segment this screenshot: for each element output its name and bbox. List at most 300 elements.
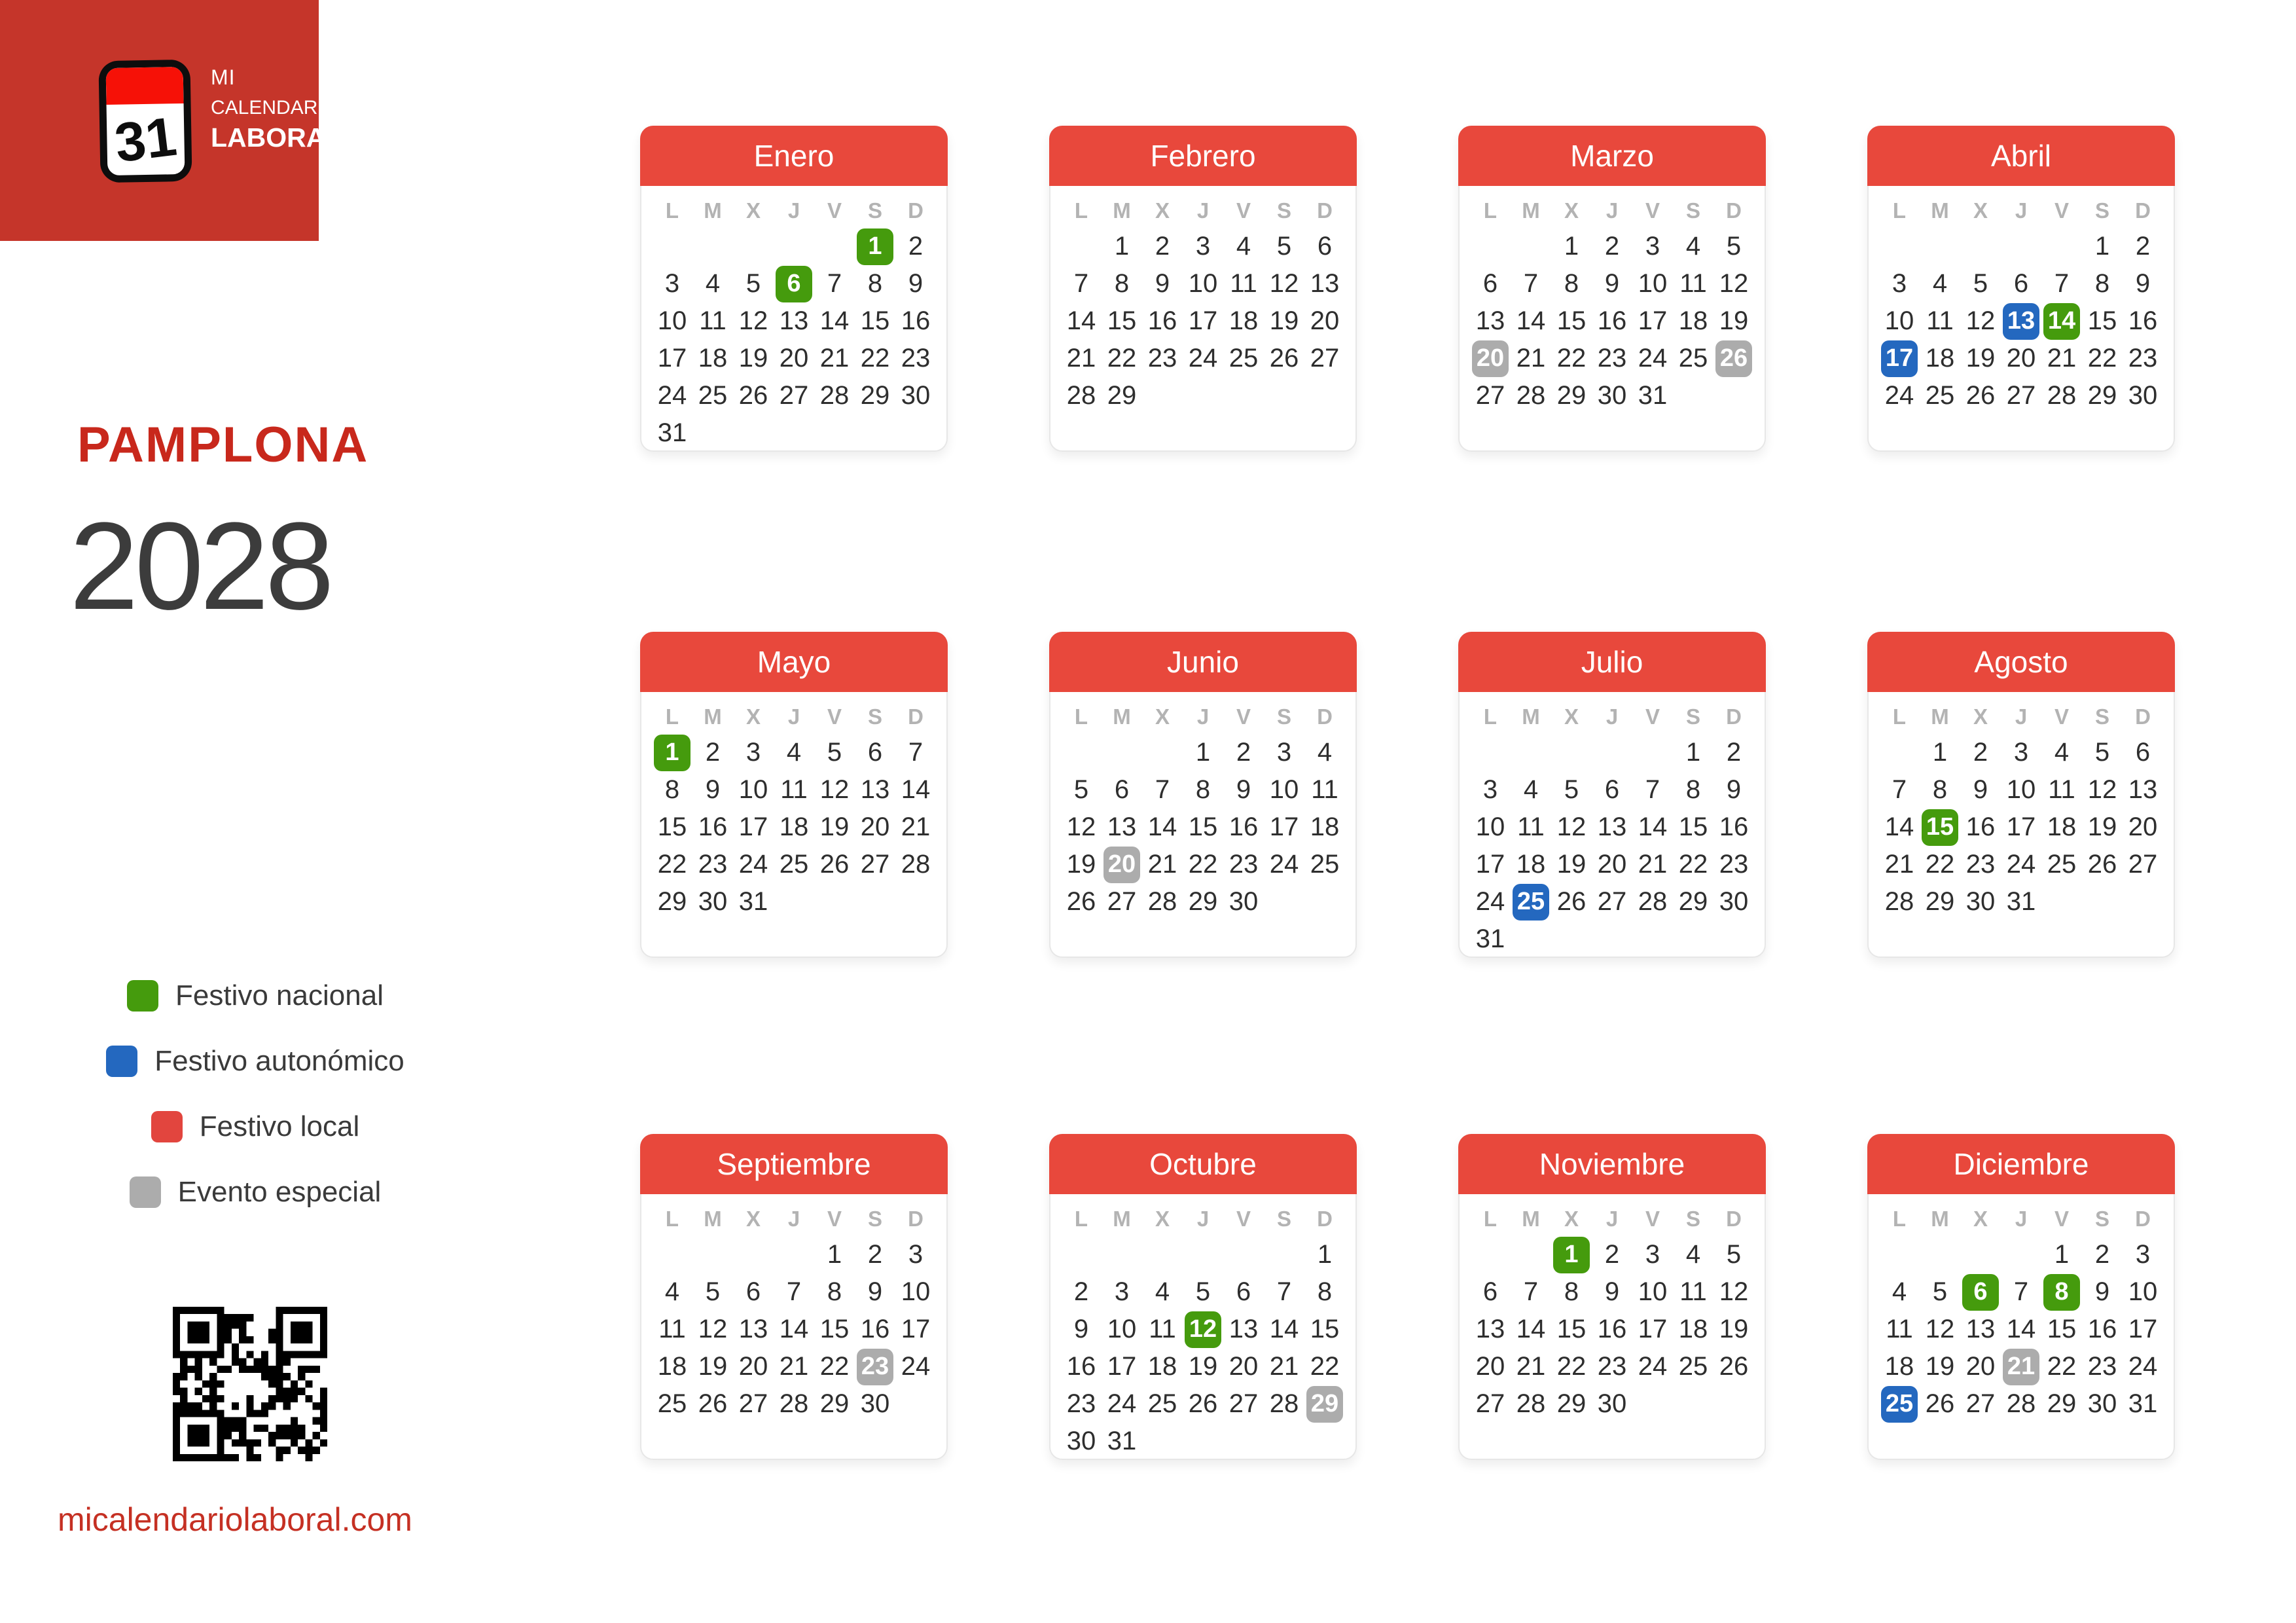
weekday-label: J [1605, 198, 1619, 223]
empty-cell [1102, 734, 1142, 771]
day-cell: 19 [2087, 812, 2117, 841]
weekday-label: S [1685, 704, 1700, 729]
day-cell: 21 [1638, 850, 1668, 879]
month-title: Junio [1049, 632, 1357, 692]
day-cell: 6 [1604, 775, 1620, 804]
month-card-marzo [1458, 126, 1766, 452]
day-cell: 21 [1066, 344, 1096, 373]
weekday-label: M [1113, 704, 1131, 729]
year-title: 2028 [69, 497, 331, 636]
weekday-label: J [1196, 704, 1210, 729]
legend-item-nacional [52, 979, 458, 1012]
day-cell: 7 [1892, 775, 1907, 804]
day-cell: 25 [1678, 1352, 1708, 1381]
month-title: Octubre [1049, 1134, 1357, 1194]
day-cell: 23 [1597, 344, 1627, 373]
weekday-label: L [1892, 704, 1907, 729]
day-cell: 17 [901, 1315, 931, 1343]
day-cell: 4 [1685, 1240, 1701, 1269]
legend-label-especial: Evento especial [177, 1176, 382, 1208]
day-cell: 17 [2128, 1315, 2158, 1343]
day-cell: 22 [1925, 850, 1955, 879]
day-cell: 18 [1884, 1352, 1914, 1381]
day-cell: 15 [1310, 1315, 1340, 1343]
day-cell: 21 [1516, 344, 1546, 373]
weekday-label: D [2135, 1207, 2151, 1231]
day-cell: 23 [901, 344, 931, 373]
day-cell: 8 [1685, 775, 1701, 804]
day-cell: 14 [1269, 1315, 1299, 1343]
empty-cell [1920, 228, 1960, 265]
day-cell: 3 [1892, 269, 1907, 298]
empty-cell [2041, 228, 2082, 265]
empty-cell [1879, 228, 1920, 265]
day-cell: 10 [657, 306, 687, 335]
day-cell: 11 [1517, 812, 1545, 841]
day-cell: 13 [1475, 1315, 1505, 1343]
weekday-label: D [908, 1207, 924, 1231]
weekday-label: V [1645, 198, 1660, 223]
day-cell: 29 [1678, 887, 1708, 916]
legend-item-autonomico [52, 1045, 458, 1078]
special-event-swatch [130, 1176, 161, 1208]
day-autonomico: 17 [1879, 340, 1920, 377]
day-cell: 8 [2094, 269, 2110, 298]
day-cell: 21 [2047, 344, 2077, 373]
day-cell: 29 [1925, 887, 1955, 916]
day-cell: 6 [867, 738, 883, 767]
day-cell: 27 [738, 1389, 768, 1418]
brand-line-mi: MI [211, 65, 236, 89]
day-cell: 23 [698, 850, 728, 879]
day-cell: 25 [1678, 344, 1708, 373]
day-cell: 5 [1726, 1240, 1742, 1269]
day-cell: 17 [1475, 850, 1505, 879]
day-cell: 22 [1310, 1352, 1340, 1381]
day-nacional: 14 [2041, 302, 2082, 340]
day-cell: 28 [1066, 381, 1096, 410]
weekday-label: X [1973, 1207, 1988, 1231]
day-cell: 6 [1317, 232, 1333, 261]
weekday-label: D [1726, 1207, 1742, 1231]
day-cell: 7 [1523, 1277, 1539, 1306]
weekday-label: M [704, 1207, 722, 1231]
day-cell: 7 [908, 738, 924, 767]
weekday-label: V [827, 704, 842, 729]
day-cell: 18 [698, 344, 728, 373]
day-cell: 20 [860, 812, 890, 841]
day-cell: 12 [1556, 812, 1587, 841]
day-cell: 16 [1719, 812, 1749, 841]
day-cell: 31 [738, 887, 768, 916]
day-cell: 14 [2006, 1315, 2036, 1343]
day-especial: 20 [1102, 846, 1142, 883]
day-especial: 23 [855, 1348, 895, 1385]
weekday-label: X [1155, 1207, 1170, 1231]
day-cell: 10 [1475, 812, 1505, 841]
weekday-label: L [665, 704, 679, 729]
day-nacional: 6 [1960, 1273, 2001, 1311]
day-cell: 27 [779, 381, 809, 410]
day-cell: 9 [2135, 269, 2151, 298]
day-cell: 19 [1188, 1352, 1218, 1381]
day-cell: 22 [1556, 344, 1587, 373]
day-cell: 13 [779, 306, 809, 335]
day-cell: 12 [819, 775, 850, 804]
day-cell: 25 [2047, 850, 2077, 879]
day-cell: 24 [1638, 344, 1668, 373]
weekday-label: M [1522, 1207, 1540, 1231]
weekday-label: S [867, 1207, 882, 1231]
day-cell: 30 [2128, 381, 2158, 410]
day-cell: 12 [1925, 1315, 1955, 1343]
day-cell: 24 [1269, 850, 1299, 879]
legend-label-local: Festivo local [199, 1110, 360, 1142]
legend-label-nacional: Festivo nacional [175, 979, 384, 1012]
day-cell: 30 [1066, 1427, 1096, 1455]
month-title: Enero [640, 126, 948, 186]
day-cell: 27 [1965, 1389, 1996, 1418]
day-cell: 1 [1564, 232, 1579, 261]
day-cell: 17 [2006, 812, 2036, 841]
empty-cell [1879, 1236, 1920, 1273]
day-cell: 6 [1114, 775, 1130, 804]
month-card-junio [1049, 632, 1357, 958]
day-cell: 19 [1556, 850, 1587, 879]
day-cell: 22 [1556, 1352, 1587, 1381]
day-cell: 10 [1188, 269, 1218, 298]
day-cell: 5 [1195, 1277, 1211, 1306]
day-cell: 30 [860, 1389, 890, 1418]
day-cell: 28 [1516, 381, 1546, 410]
day-cell: 15 [1107, 306, 1137, 335]
weekday-label: V [2054, 198, 2069, 223]
day-cell: 4 [1685, 232, 1701, 261]
day-cell: 29 [1556, 381, 1587, 410]
day-cell: 23 [2087, 1352, 2117, 1381]
day-cell: 8 [1195, 775, 1211, 804]
day-cell: 29 [860, 381, 890, 410]
day-cell: 5 [1973, 269, 1988, 298]
day-cell: 15 [2047, 1315, 2077, 1343]
empty-cell [1142, 734, 1183, 771]
day-cell: 2 [1155, 232, 1170, 261]
day-cell: 19 [1066, 850, 1096, 879]
day-cell: 16 [1066, 1352, 1096, 1381]
day-cell: 11 [2048, 775, 2075, 804]
day-cell: 5 [1073, 775, 1089, 804]
weekday-label: V [827, 1207, 842, 1231]
weekday-label: J [787, 704, 800, 729]
day-cell: 23 [1229, 850, 1259, 879]
day-cell: 15 [860, 306, 890, 335]
weekday-label: D [1317, 1207, 1333, 1231]
weekday-label: D [908, 198, 924, 223]
weekday-label: X [1564, 704, 1579, 729]
day-cell: 16 [1229, 812, 1259, 841]
month-card-diciembre [1867, 1134, 2175, 1460]
day-cell: 18 [1925, 344, 1955, 373]
empty-cell [1470, 1236, 1511, 1273]
day-cell: 21 [901, 812, 931, 841]
day-cell: 28 [1638, 887, 1668, 916]
day-cell: 14 [1516, 306, 1546, 335]
day-cell: 26 [2087, 850, 2117, 879]
month-title: Abril [1867, 126, 2175, 186]
day-cell: 24 [901, 1352, 931, 1381]
weekday-label: J [1196, 198, 1210, 223]
day-cell: 7 [2013, 1277, 2029, 1306]
day-cell: 4 [786, 738, 802, 767]
day-cell: 28 [2006, 1389, 2036, 1418]
weekday-label: J [787, 198, 800, 223]
day-cell: 3 [2135, 1240, 2151, 1269]
day-cell: 18 [2047, 812, 2077, 841]
day-cell: 18 [657, 1352, 687, 1381]
day-cell: 8 [1114, 269, 1130, 298]
weekday-label: X [1973, 198, 1988, 223]
day-cell: 16 [2087, 1315, 2117, 1343]
weekday-label: V [1236, 704, 1251, 729]
day-cell: 30 [1965, 887, 1996, 916]
day-cell: 29 [1188, 887, 1218, 916]
day-cell: 10 [1884, 306, 1914, 335]
day-cell: 25 [657, 1389, 687, 1418]
weekday-label: M [1522, 704, 1540, 729]
day-nacional: 1 [855, 228, 895, 265]
day-cell: 7 [786, 1277, 802, 1306]
day-cell: 19 [1965, 344, 1996, 373]
empty-cell [733, 1236, 774, 1273]
day-cell: 20 [1965, 1352, 1996, 1381]
day-cell: 3 [664, 269, 680, 298]
month-card-mayo [640, 632, 948, 958]
empty-cell [814, 228, 855, 265]
empty-cell [1960, 228, 2001, 265]
day-cell: 1 [1317, 1240, 1333, 1269]
weekday-label: D [2135, 704, 2151, 729]
day-cell: 16 [1597, 306, 1627, 335]
weekday-label: L [1892, 198, 1907, 223]
day-cell: 25 [1147, 1389, 1177, 1418]
day-cell: 13 [860, 775, 890, 804]
empty-cell [1632, 734, 1673, 771]
weekday-label: D [1317, 704, 1333, 729]
weekday-label: L [1892, 1207, 1907, 1231]
day-cell: 11 [1679, 269, 1707, 298]
day-cell: 5 [2094, 738, 2110, 767]
day-cell: 8 [827, 1277, 842, 1306]
day-cell: 7 [2054, 269, 2070, 298]
day-cell: 29 [1107, 381, 1137, 410]
day-cell: 2 [1726, 738, 1742, 767]
day-cell: 27 [860, 850, 890, 879]
day-cell: 9 [1604, 269, 1620, 298]
calendar-icon-day: 31 [111, 105, 180, 173]
weekday-label: V [2054, 704, 2069, 729]
month-card-septiembre [640, 1134, 948, 1460]
day-cell: 31 [1107, 1427, 1137, 1455]
month-title: Agosto [1867, 632, 2175, 692]
day-cell: 26 [1965, 381, 1996, 410]
empty-cell [1183, 1236, 1223, 1273]
day-cell: 4 [2054, 738, 2070, 767]
day-cell: 3 [745, 738, 761, 767]
weekday-label: J [2015, 198, 2028, 223]
day-cell: 10 [1107, 1315, 1137, 1343]
day-cell: 22 [1107, 344, 1137, 373]
day-cell: 5 [1564, 775, 1579, 804]
day-cell: 9 [1155, 269, 1170, 298]
qr-code-icon [173, 1307, 327, 1461]
day-nacional: 15 [1920, 809, 1960, 846]
day-cell: 1 [1195, 738, 1211, 767]
day-autonomico: 25 [1511, 883, 1551, 921]
day-cell: 13 [1310, 269, 1340, 298]
calendar-icon-red-band [106, 67, 184, 105]
day-cell: 31 [2006, 887, 2036, 916]
day-cell: 30 [1229, 887, 1259, 916]
day-nacional: 12 [1183, 1311, 1223, 1348]
day-cell: 9 [2094, 1277, 2110, 1306]
day-especial: 20 [1470, 340, 1511, 377]
day-cell: 23 [1066, 1389, 1096, 1418]
empty-cell [1551, 734, 1592, 771]
day-cell: 9 [705, 775, 721, 804]
day-cell: 10 [1269, 775, 1299, 804]
day-cell: 30 [1719, 887, 1749, 916]
weekday-label: J [1605, 704, 1619, 729]
day-especial: 29 [1304, 1385, 1345, 1423]
day-cell: 14 [779, 1315, 809, 1343]
empty-cell [1061, 1236, 1102, 1273]
day-cell: 9 [1604, 1277, 1620, 1306]
day-cell: 2 [1973, 738, 1988, 767]
day-cell: 10 [1638, 1277, 1668, 1306]
day-cell: 10 [738, 775, 768, 804]
day-cell: 7 [1523, 269, 1539, 298]
day-cell: 24 [1107, 1389, 1137, 1418]
day-cell: 22 [860, 344, 890, 373]
regional-holiday-swatch [106, 1046, 137, 1077]
day-cell: 23 [1719, 850, 1749, 879]
weekday-label: D [1726, 704, 1742, 729]
day-cell: 22 [657, 850, 687, 879]
weekday-label: X [1564, 1207, 1579, 1231]
weekday-label: X [1155, 198, 1170, 223]
weekday-label: S [1685, 1207, 1700, 1231]
day-cell: 15 [1556, 1315, 1587, 1343]
day-cell: 21 [779, 1352, 809, 1381]
empty-cell [1223, 1236, 1264, 1273]
day-cell: 22 [2087, 344, 2117, 373]
month-card-febrero [1049, 126, 1357, 452]
day-cell: 1 [2054, 1240, 2070, 1269]
day-cell: 6 [1482, 1277, 1498, 1306]
weekday-label: J [2015, 704, 2028, 729]
month-title: Septiembre [640, 1134, 948, 1194]
day-cell: 17 [1269, 812, 1299, 841]
day-cell: 20 [1229, 1352, 1259, 1381]
day-cell: 30 [1597, 1389, 1627, 1418]
day-cell: 16 [860, 1315, 890, 1343]
empty-cell [2001, 1236, 2041, 1273]
day-cell: 22 [2047, 1352, 2077, 1381]
day-cell: 7 [1645, 775, 1660, 804]
day-cell: 4 [1523, 775, 1539, 804]
day-cell: 11 [1679, 1277, 1707, 1306]
day-cell: 5 [1276, 232, 1292, 261]
day-cell: 19 [1719, 306, 1749, 335]
day-cell: 27 [1107, 887, 1137, 916]
day-cell: 24 [2006, 850, 2036, 879]
day-cell: 7 [1276, 1277, 1292, 1306]
day-cell: 13 [1107, 812, 1137, 841]
day-cell: 8 [1564, 269, 1579, 298]
day-nacional: 1 [1551, 1236, 1592, 1273]
day-cell: 16 [698, 812, 728, 841]
day-cell: 20 [1475, 1352, 1505, 1381]
day-nacional: 1 [652, 734, 692, 771]
day-cell: 4 [1892, 1277, 1907, 1306]
day-cell: 5 [827, 738, 842, 767]
day-autonomico: 25 [1879, 1385, 1920, 1423]
day-cell: 12 [1719, 1277, 1749, 1306]
day-cell: 3 [1114, 1277, 1130, 1306]
empty-cell [1264, 1236, 1304, 1273]
empty-cell [1061, 734, 1102, 771]
day-cell: 14 [1638, 812, 1668, 841]
month-title: Noviembre [1458, 1134, 1766, 1194]
day-cell: 15 [819, 1315, 850, 1343]
day-cell: 17 [1638, 1315, 1668, 1343]
empty-cell [1470, 734, 1511, 771]
day-cell: 18 [1147, 1352, 1177, 1381]
day-cell: 6 [1482, 269, 1498, 298]
day-cell: 25 [1310, 850, 1340, 879]
day-cell: 13 [1965, 1315, 1996, 1343]
day-cell: 26 [738, 381, 768, 410]
day-cell: 23 [1965, 850, 1996, 879]
day-cell: 20 [1310, 306, 1340, 335]
day-cell: 11 [1926, 306, 1954, 335]
day-cell: 24 [1475, 887, 1505, 916]
weekday-label: S [1276, 1207, 1291, 1231]
day-cell: 22 [819, 1352, 850, 1381]
weekday-label: D [1317, 198, 1333, 223]
weekday-label: J [2015, 1207, 2028, 1231]
weekday-label: X [745, 704, 761, 729]
weekday-label: V [1645, 704, 1660, 729]
day-cell: 12 [1066, 812, 1096, 841]
day-nacional: 8 [2041, 1273, 2082, 1311]
day-cell: 18 [1516, 850, 1546, 879]
day-cell: 24 [2128, 1352, 2158, 1381]
day-cell: 25 [698, 381, 728, 410]
day-cell: 26 [698, 1389, 728, 1418]
weekday-label: S [1276, 198, 1291, 223]
day-cell: 24 [1188, 344, 1218, 373]
day-cell: 3 [1482, 775, 1498, 804]
day-cell: 5 [745, 269, 761, 298]
day-cell: 4 [664, 1277, 680, 1306]
website-link[interactable]: micalendariolaboral.com [58, 1501, 412, 1538]
day-cell: 24 [1638, 1352, 1668, 1381]
day-cell: 19 [698, 1352, 728, 1381]
day-cell: 20 [2128, 812, 2158, 841]
month-title: Febrero [1049, 126, 1357, 186]
empty-cell [2001, 228, 2041, 265]
